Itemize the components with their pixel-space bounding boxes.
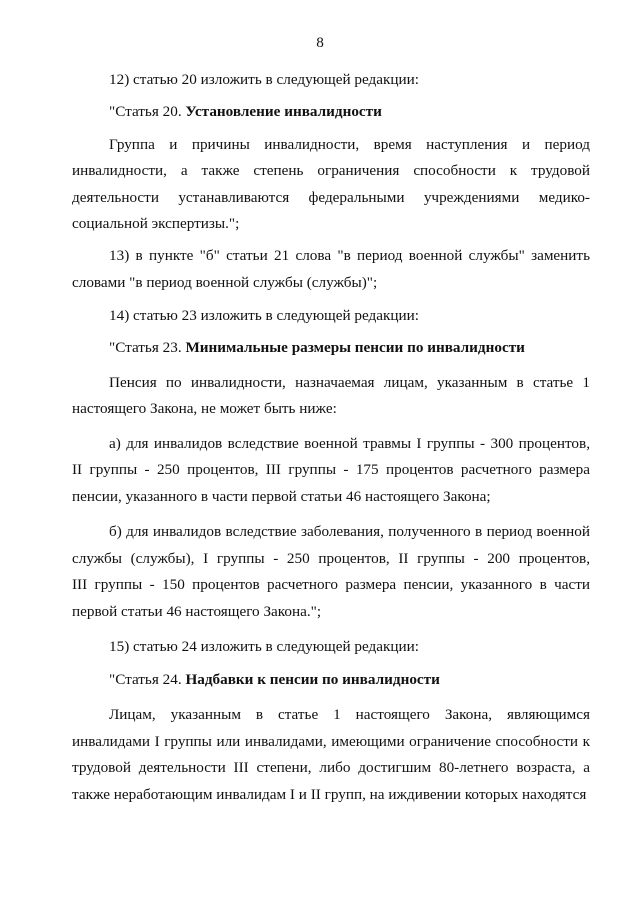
article-number: "Статья 23.: [109, 339, 186, 356]
article-heading: [109, 102, 590, 122]
paragraph-line: первой статьи 46 настоящего Закона.";: [72, 603, 322, 620]
amendment-line: 12) статью 20 изложить в следующей редакции:: [109, 71, 419, 88]
paragraph-line: 13) в пункте "б" статьи 21 слова "в период военной службы" заменить: [109, 247, 590, 264]
article-heading: [109, 338, 590, 358]
paragraph-line: Лицам, указанным в статье 1 настоящего Закона, являющимся: [109, 706, 590, 723]
article-title: Установление инвалидности: [185, 103, 382, 120]
paragraph-line: II группы - 250 процентов, III группы - 175 процентов расчетного размера: [72, 461, 590, 478]
article-title: Минимальные размеры пенсии по инвалидности: [185, 339, 525, 356]
paragraph-line: а) для инвалидов вследствие военной травмы I группы - 300 процентов,: [109, 435, 590, 452]
paragraph-line: деятельности устанавливаются федеральными учреждениями медико-: [72, 189, 590, 206]
amendment-line: 14) статью 23 изложить в следующей редакции:: [109, 307, 419, 324]
paragraph-line: III группы - 150 процентов расчетного размера пенсии, указанного в части: [72, 576, 590, 593]
paragraph-line: настоящего Закона, не может быть ниже:: [72, 400, 337, 417]
paragraph-line: пенсии, указанного в части первой статьи 46 настоящего Закона;: [72, 488, 491, 505]
paragraph-line: б) для инвалидов вследствие заболевания, полученного в период военной: [109, 523, 590, 540]
paragraph-line: Пенсия по инвалидности, назначаемая лицам, указанным в статье 1: [109, 374, 590, 391]
paragraph-line: инвалидами I группы или инвалидами, имеющими ограничение способности к: [72, 733, 590, 750]
paragraph-line: трудовой деятельности III степени, либо достигшим 80-летнего возраста, а: [72, 759, 590, 776]
page-number: 8: [316, 34, 324, 51]
paragraph-line: социальной экспертизы.";: [72, 215, 240, 232]
article-title: Надбавки к пенсии по инвалидности: [185, 671, 440, 688]
amendment-line: 15) статью 24 изложить в следующей редакции:: [109, 638, 419, 655]
paragraph-line: службы (службы), I группы - 250 процентов, II группы - 200 процентов,: [72, 550, 590, 567]
paragraph-line: инвалидности, а также степень ограничения способности к трудовой: [72, 162, 590, 179]
article-number: "Статья 20.: [109, 103, 186, 120]
article-heading: [109, 670, 590, 690]
article-number: "Статья 24.: [109, 671, 186, 688]
paragraph-line: также неработающим инвалидам I и II групп, на иждивении которых находятся: [72, 786, 587, 803]
paragraph-line: Группа и причины инвалидности, время наступления и период: [109, 136, 590, 153]
paragraph-line: словами "в период военной службы (службы)";: [72, 274, 378, 291]
